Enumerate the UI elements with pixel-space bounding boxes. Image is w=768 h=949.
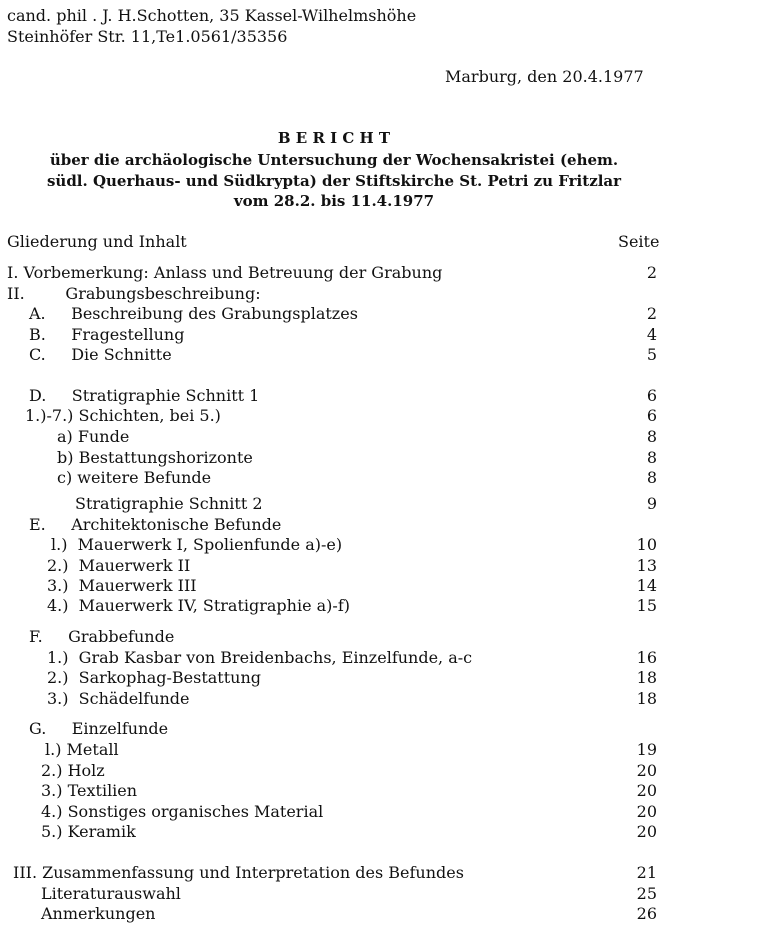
toc-label: C. Die Schnitte [29, 345, 172, 364]
toc-label: G. Einzelfunde [29, 719, 169, 738]
toc-label: 2.) Mauerwerk II [47, 556, 191, 575]
toc-page: 9 [646, 494, 657, 513]
toc-heading: Gliederung und Inhalt [7, 232, 187, 251]
toc-label: A. Beschreibung des Grabungsplatzes [29, 304, 358, 323]
toc-label: 3.) Mauerwerk III [47, 576, 197, 595]
toc-page: 6 [646, 406, 657, 425]
toc-label: 4.) Mauerwerk IV, Stratigraphie a)-f) [47, 596, 350, 615]
toc-page: 6 [646, 386, 657, 405]
toc-row [0, 427, 768, 447]
toc-label: I. Vorbemerkung: Anlass und Betreuung der Grabung [7, 263, 443, 282]
report-heading: B E R I C H T [277, 129, 391, 147]
toc-label: Anmerkungen [41, 904, 156, 923]
toc-row [0, 689, 768, 709]
toc-label: b) Bestattungshorizonte [57, 448, 253, 467]
toc-label: Stratigraphie Schnitt 2 [75, 494, 263, 513]
toc-row [0, 863, 768, 883]
toc-row [0, 648, 768, 668]
toc-row [0, 802, 768, 822]
toc-page: 20 [636, 761, 657, 780]
toc-label: 1.)-7.) Schichten, bei 5.) [25, 406, 221, 425]
toc-label: B. Fragestellung [29, 325, 185, 344]
toc-row [0, 904, 768, 924]
report-title-line-1: über die archäologische Untersuchung der Wochensakristei (ehem. [49, 151, 619, 169]
toc-label: l.) Metall [45, 740, 119, 759]
toc-label: 5.) Keramik [41, 822, 136, 841]
toc-row [0, 596, 768, 616]
toc-row [0, 406, 768, 426]
toc-row [0, 468, 768, 488]
toc-page: 15 [636, 596, 657, 615]
toc-label: 2.) Sarkophag-Bestattung [47, 668, 262, 687]
toc-page: 4 [646, 325, 657, 344]
toc-page: 2 [646, 263, 657, 282]
toc-row [0, 740, 768, 760]
toc-row [0, 535, 768, 555]
toc-page: 18 [636, 668, 657, 687]
toc-row [0, 304, 768, 324]
toc-row [0, 263, 768, 283]
toc-page: 20 [636, 802, 657, 821]
toc-label: c) weitere Befunde [57, 468, 212, 487]
toc-row [0, 884, 768, 904]
toc-page-heading: Seite [618, 232, 660, 251]
toc-row [0, 627, 768, 647]
toc-label: 3.) Textilien [41, 781, 138, 800]
toc-row [0, 284, 768, 304]
toc-row [0, 822, 768, 842]
toc-page: 13 [636, 556, 657, 575]
toc-page: 16 [636, 648, 657, 667]
toc-page: 26 [636, 904, 657, 923]
toc-page: 8 [646, 468, 657, 487]
toc-page: 8 [646, 448, 657, 467]
toc-label: 4.) Sonstiges organisches Material [41, 802, 324, 821]
toc-page: 20 [636, 822, 657, 841]
toc-page: 8 [646, 427, 657, 446]
toc-label: 2.) Holz [41, 761, 105, 780]
toc-row [0, 515, 768, 535]
toc-row [0, 761, 768, 781]
toc-label: D. Stratigraphie Schnitt 1 [29, 386, 260, 405]
toc-label: Literaturauswahl [41, 884, 181, 903]
sender-line-1: cand. phil . J. H.Schotten, 35 Kassel-Wilhelmshöhe [7, 6, 417, 25]
toc-page: 5 [646, 345, 657, 364]
date-line: Marburg, den 20.4.1977 [445, 67, 644, 86]
toc-label: F. Grabbefunde [29, 627, 175, 646]
report-title-line-3: vom 28.2. bis 11.4.1977 [233, 192, 435, 210]
toc-page: 21 [636, 863, 657, 882]
toc-page: 10 [636, 535, 657, 554]
toc-page: 19 [636, 740, 657, 759]
toc-page: 25 [636, 884, 657, 903]
toc-row [0, 448, 768, 468]
toc-page: 20 [636, 781, 657, 800]
toc-row [0, 556, 768, 576]
toc-row [0, 325, 768, 345]
toc-page: 14 [636, 576, 657, 595]
toc-row [0, 668, 768, 688]
toc-row [0, 781, 768, 801]
toc-label: 3.) Schädelfunde [47, 689, 190, 708]
toc-row [0, 345, 768, 365]
toc-label: 1.) Grab Kasbar von Breidenbachs, Einzelfunde, a-c [47, 648, 473, 667]
toc-label: l.) Mauerwerk I, Spolienfunde a)-e) [51, 535, 343, 554]
toc-label: E. Architektonische Befunde [29, 515, 282, 534]
toc-label: a) Funde [57, 427, 130, 446]
report-title-line-2: südl. Querhaus- und Südkrypta) der Stiftskirche St. Petri zu Fritzlar [46, 172, 622, 190]
toc-row [0, 386, 768, 406]
toc-page: 2 [646, 304, 657, 323]
toc-label: III. Zusammenfassung und Interpretation des Befundes [13, 863, 464, 882]
toc-row [0, 576, 768, 596]
toc-label: II. Grabungsbeschreibung: [7, 284, 261, 303]
toc-row [0, 494, 768, 514]
toc-page: 18 [636, 689, 657, 708]
sender-line-2: Steinhöfer Str. 11,Te1.0561/35356 [7, 27, 288, 46]
toc-row [0, 719, 768, 739]
